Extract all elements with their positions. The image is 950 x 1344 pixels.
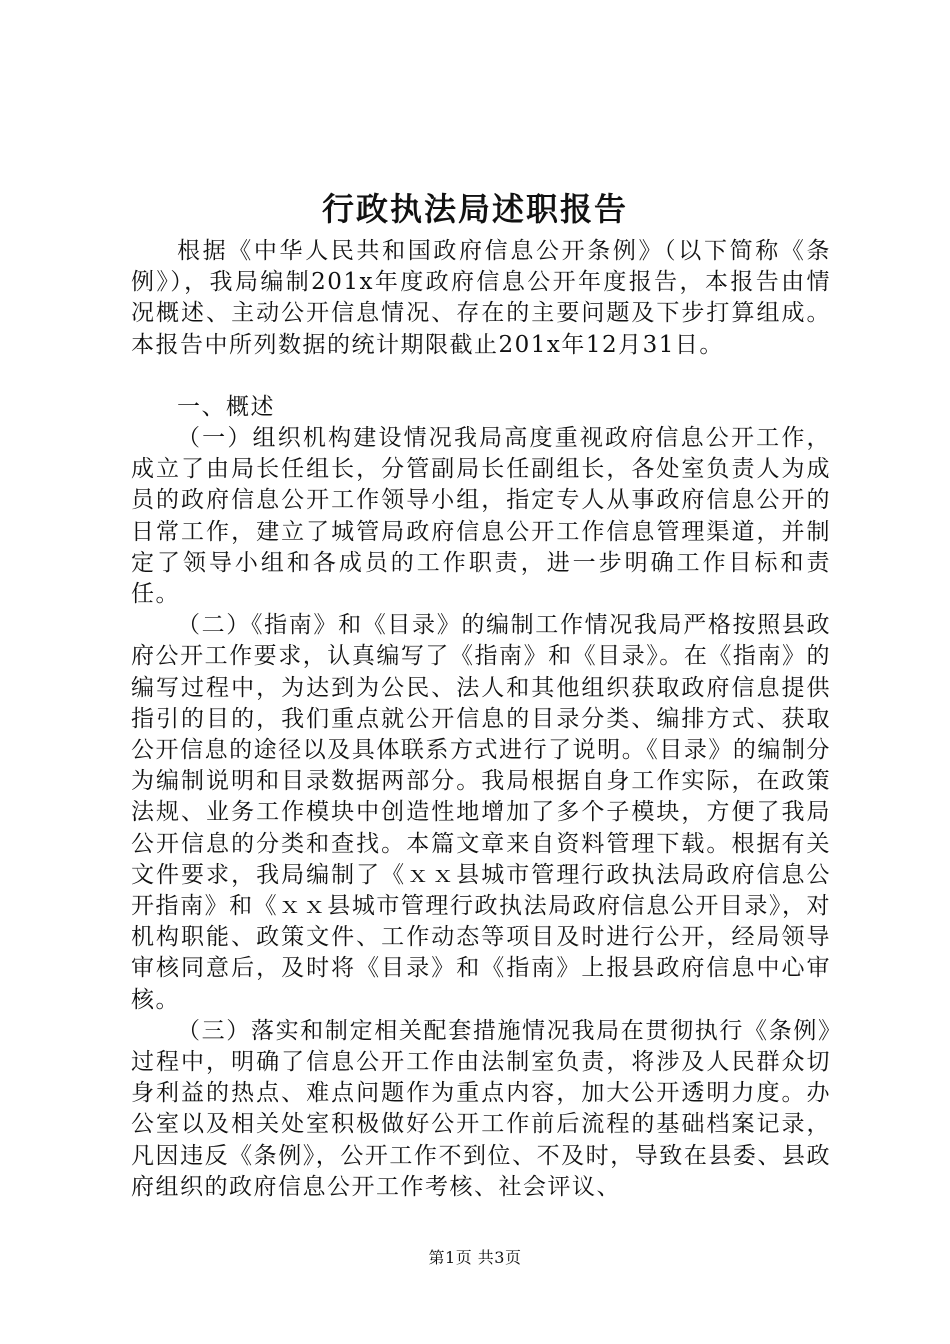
paragraph-measures: （三）落实和制定相关配套措施情况我局在贯彻执行《条例》过程中，明确了信息公开工作由法制室负责，将涉及人民群众切身利益的热点、难点问题作为重点内容，加大公开透明力度。办公室以及相关处室积极做好公开工作前后流程的基础档案记录，凡因违反《条例》，公开工作不到位、不及时，导致在县委、县政府组织的政府信息公开工作考核、社会评议、 [131,1017,831,1200]
document-body [131,236,831,1203]
intro-paragraph: 根据《中华人民共和国政府信息公开条例》（以下简称《条例》），我局编制201x年度政府信息公开年度报告，本报告由情况概述、主动公开信息情况、存在的主要问题及下步打算组成。本报告中所列数据的统计期限截止201x年12月31日。 [131,238,831,358]
page-footer: 第1页 共3页 [428,1248,522,1267]
section-heading-overview: 一、概述 [177,393,275,420]
paragraph-guide-catalog: （二）《指南》和《目录》的编制工作情况我局严格按照县政府公开工作要求，认真编写了《指南》和《目录》。在《指南》的编写过程中，为达到为公民、法人和其他组织获取政府信息提供指引的目的，我们重点就公开信息的目录分类、编排方式、获取公开信息的途径以及具体联系方式进行了说明。《目录》的编制分为编制说明和目录数据两部分。我局根据自身工作实际，在政策法规、业务工作模块中创造性地增加了多个子模块，方便了我局公开信息的分类和查找。本篇文章来自资料管理下载。根据有关文件要求，我局编制了《ｘｘ县城市管理行政执法局政府信息公开指南》和《ｘｘ县城市管理行政执法局政府信息公开目录》，对机构职能、政策文件、工作动态等项目及时进行公开，经局领导审核同意后，及时将《目录》和《指南》上报县政府信息中心审核。 [131,612,831,1013]
document-title: 行政执法局述职报告 [321,190,628,228]
paragraph-organization: （一）组织机构建设情况我局高度重视政府信息公开工作，成立了由局长任组长，分管副局长任副组长，各处室负责人为成员的政府信息公开工作领导小组，指定专人从事政府信息公开的日常工作，建立了城管局政府信息公开工作信息管理渠道，并制定了领导小组和各成员的工作职责，进一步明确工作目标和责任。 [131,425,831,608]
